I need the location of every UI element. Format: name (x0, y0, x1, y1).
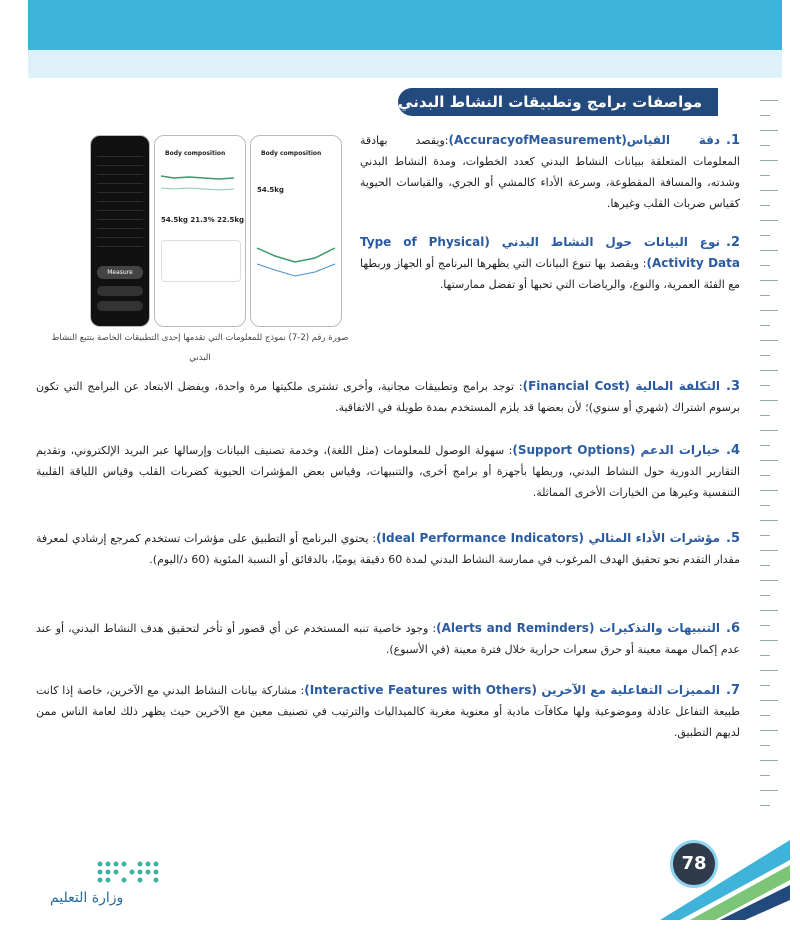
item-heading: التنبيهات والتذكيرات (Alerts and Reminders) (436, 621, 721, 635)
ruler-tick (760, 295, 770, 296)
phone1-trend-chart (159, 166, 241, 196)
ruler-tick (760, 100, 778, 101)
smartwatch-screen (90, 135, 150, 327)
ruler-tick (760, 340, 778, 341)
ruler-tick (760, 670, 778, 671)
ruler-tick (760, 805, 770, 806)
ruler-tick (760, 310, 778, 311)
ruler-tick (760, 610, 778, 611)
list-item (360, 232, 740, 295)
item-body: : يحتوي البرنامج أو التطبيق على مؤشرات تستخدم كمرجع إرشادي لمعرفة مقدار التقدم نحو تحقيق الهدف المرغوب في ممارسة النشاط البدني لمدة 60 دقيقة يوميًا، بالدقائق أو النسبة المئوية (60 د/اليوم). (36, 532, 740, 566)
ministry-name: وزارة التعليم (50, 890, 124, 906)
ruler-tick (760, 265, 770, 266)
section-title: مواصفات برامج وتطبيقات النشاط البدني (398, 93, 702, 111)
ruler-tick (760, 220, 778, 221)
ruler-tick (760, 775, 770, 776)
figure-caption: صورة رقم (2-7) نموذج للمعلومات التي تقدمها إحدى التطبيقات الخاصة بتتبع النشاط البدني (51, 333, 349, 363)
ruler-tick (760, 370, 778, 371)
page-number: 78 (670, 840, 718, 888)
list-item (36, 618, 740, 660)
phone1-stats: 54.5kg 21.3% 22.5kg (161, 216, 245, 224)
phone1-title: Body composition (165, 150, 226, 157)
item-number: 4. (726, 443, 740, 458)
item-heading: التكلفة المالية (Financial Cost) (522, 379, 720, 393)
ruler-tick (760, 130, 778, 131)
ruler-tick (760, 460, 778, 461)
ruler-tick (760, 520, 778, 521)
list-item (36, 376, 740, 418)
phone2-trend-chart (255, 236, 337, 286)
top-color-band (28, 0, 782, 50)
phone-screen-1 (154, 135, 246, 327)
ruler-tick (760, 235, 770, 236)
side-ruler (760, 100, 788, 840)
phone-screen-2 (250, 135, 342, 327)
item-body: : ويقصد بها تنوع البيانات التي يظهرها البرنامج أو الجهاز وربطها مع الفئة العمرية، والنوع، والرياضات التي تحبها أو تفضل ممارستها. (360, 257, 740, 291)
ruler-tick (760, 580, 778, 581)
ruler-tick (760, 385, 770, 386)
ministry-logo-graphic (40, 852, 200, 922)
ruler-tick (760, 640, 778, 641)
ruler-tick (760, 325, 770, 326)
ruler-tick (760, 475, 770, 476)
watch-measure-button: Measure (97, 266, 143, 279)
ruler-tick (760, 250, 778, 251)
app-screenshot-figure (90, 135, 340, 325)
ministry-logo (40, 852, 200, 922)
ruler-tick (760, 175, 770, 176)
ruler-tick (760, 115, 770, 116)
ruler-tick (760, 280, 778, 281)
ruler-tick (760, 400, 778, 401)
item-heading: نوع البيانات حول النشاط البدني (Type of Physical Activity Data) (360, 235, 740, 270)
ruler-tick (760, 595, 770, 596)
ruler-tick (760, 145, 770, 146)
ruler-tick (760, 160, 778, 161)
ruler-tick (760, 685, 770, 686)
ruler-tick (760, 430, 778, 431)
list-item (36, 680, 740, 743)
item-number: 7. (726, 683, 740, 698)
ruler-tick (760, 730, 778, 731)
item-heading: خيارات الدعم (Support Options) (512, 443, 720, 457)
top-light-band (28, 50, 782, 78)
item-number: 2. (726, 235, 741, 250)
ruler-tick (760, 625, 770, 626)
item-body: :ويقصد بهادقة المعلومات المتعلقة ببيانات النشاط البدني كعدد الخطوات، ومدة النشاط البدني وشدته، والمسافة المقطوعة، وسرعة الأداء كالمشي أو الجري، والقياسات الحيوية كقياس ضربات القلب وغيرها. (360, 134, 740, 210)
ruler-tick (760, 355, 770, 356)
section-title-banner (398, 88, 718, 116)
ruler-tick (760, 700, 778, 701)
item-number: 3. (726, 379, 740, 394)
ruler-tick (760, 565, 770, 566)
phone2-stats: 54.5kg (257, 186, 284, 194)
item-body: : سهولة الوصول للمعلومات (مثل اللغة)، وخدمة تصنيف البيانات وإرسالها عبر البريد الإلكتروني، وتقديم التقارير الدورية حول النشاط البدني، وربطها بأجهزة أو برامج أخرى، والتنبيهات، وقياس بعض المؤشرات الحيوية كضربات القلب وقياس اللياقة القلبية التنفسية وغيرها من الخيارات الأخرى المماثلة. (36, 444, 740, 499)
ruler-tick (760, 745, 770, 746)
item-heading: المميزات التفاعلية مع الآخرين (Interactive Features with Others) (304, 683, 720, 697)
ruler-tick (760, 535, 770, 536)
list-item (36, 440, 740, 503)
ruler-tick (760, 415, 770, 416)
item-body: : مشاركة بيانات النشاط البدني مع الآخرين، خاصة إذا كانت طبيعة التفاعل عادلة وموضوعية ولها مكافآت مادية أو معنوية مغرية كالميداليات والترتيب في تصنيف معين مع الآخرين حيث يظهر ذلك لعامة الناس ممن لديهم التطبيق. (36, 684, 740, 739)
item-number: 1. (726, 133, 740, 148)
ruler-tick (760, 490, 778, 491)
ruler-tick (760, 445, 770, 446)
item-heading: مؤشرات الأداء المثالي (Ideal Performance Indicators) (376, 531, 720, 545)
item-body: : وجود خاصية تنبه المستخدم عن أي قصور أو تأخر لتحقيق هدف النشاط البدني، أو عند عدم إكمال مهمة معينة أو حرق سعرات حرارية خلال فترة معينة (في الأسبوع). (36, 622, 740, 656)
ruler-tick (760, 715, 770, 716)
list-item (36, 528, 740, 570)
phone2-title: Body composition (261, 150, 322, 157)
ruler-tick (760, 760, 778, 761)
ruler-tick (760, 655, 770, 656)
item-body: : توجد برامج وتطبيقات مجانية، وأخرى تشترى ملكيتها مرة واحدة، ويفضل الابتعاد عن البرامج التي تكون برسوم اشتراك (شهري أو سنوي)؛ لأن بعضها قد يلزم المستخدم بمدة طويلة في الاتفاقية. (36, 380, 740, 414)
ruler-tick (760, 190, 778, 191)
ruler-tick (760, 550, 778, 551)
ruler-tick (760, 205, 770, 206)
ruler-tick (760, 790, 778, 791)
list-item (360, 130, 740, 214)
ruler-tick (760, 505, 770, 506)
item-number: 6. (726, 621, 741, 636)
item-number: 5. (726, 531, 740, 546)
item-heading: دقة القياس(AccuracyofMeasurement) (448, 133, 720, 147)
